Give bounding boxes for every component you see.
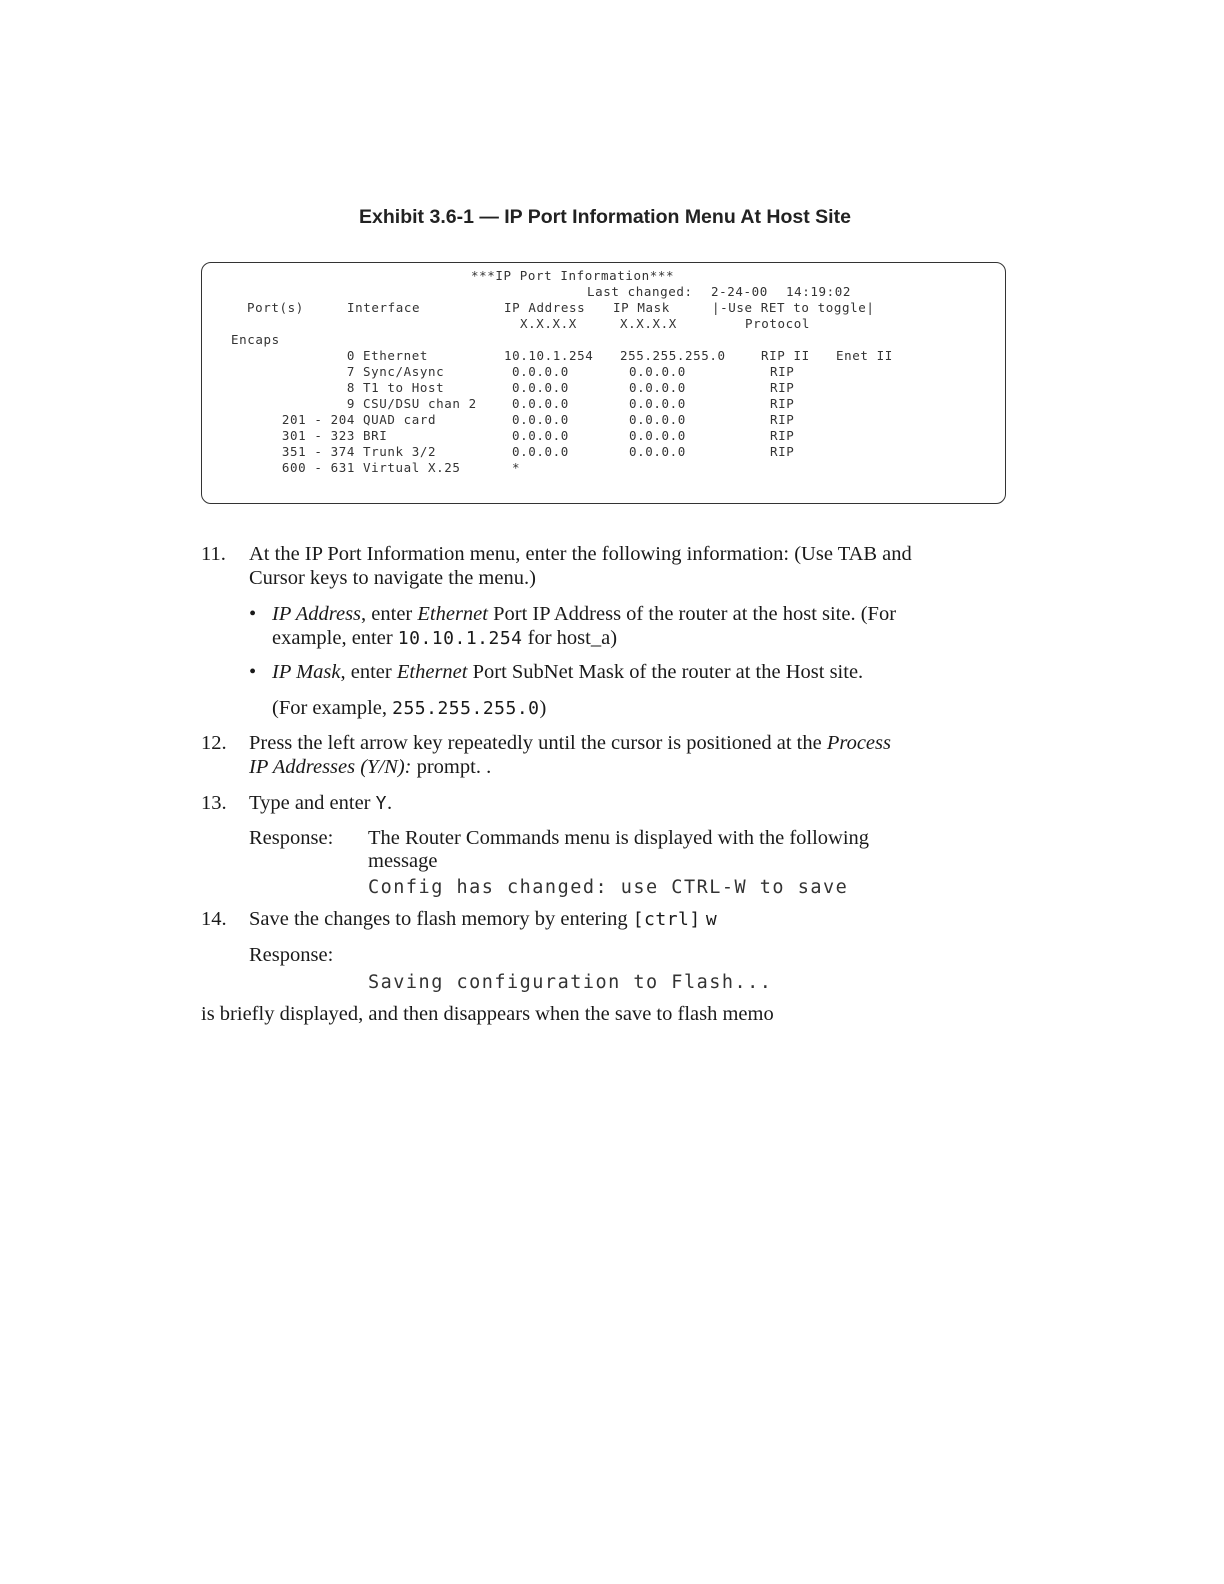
term-ip-mask: IP Mask: [272, 661, 341, 683]
step-11-text-line2: Cursor keys to navigate the menu.): [249, 567, 536, 589]
term-ip-address: IP Address: [272, 603, 362, 625]
response-message-saving: Saving configuration to Flash...: [368, 972, 773, 993]
column-header-protocol: Protocol: [745, 316, 811, 331]
toggle-hint: |-Use RET to toggle|: [712, 300, 875, 315]
port-ip-address[interactable]: 0.0.0.0: [512, 412, 569, 427]
port-number: 600 - 631: [281, 460, 355, 475]
port-ip-address[interactable]: 0.0.0.0: [512, 396, 569, 411]
port-ip-mask[interactable]: 0.0.0.0: [629, 396, 686, 411]
text-fragment: for host_a): [522, 627, 618, 649]
closing-text: is briefly displayed, and then disappears when the save to flash memo: [201, 1003, 774, 1025]
port-protocol[interactable]: RIP: [770, 444, 795, 459]
port-interface: Sync/Async: [363, 364, 445, 379]
port-protocol[interactable]: RIP: [770, 396, 795, 411]
port-number: 351 - 374: [281, 444, 355, 459]
column-header-interface: Interface: [347, 300, 421, 315]
bullet-ip-address-line2: [272, 626, 617, 651]
last-changed-label: Last changed:: [587, 284, 693, 299]
port-protocol[interactable]: RIP: [770, 412, 795, 427]
step-13-text: [249, 791, 392, 816]
code-example-ip: 10.10.1.254: [397, 628, 523, 649]
port-ip-address[interactable]: 0.0.0.0: [512, 428, 569, 443]
step-number: 12.: [201, 732, 227, 754]
port-number: 301 - 323: [281, 428, 355, 443]
port-ip-mask[interactable]: 255.255.255.0: [620, 348, 726, 363]
step-number: 11.: [201, 543, 226, 565]
port-ip-address[interactable]: 0.0.0.0: [512, 444, 569, 459]
last-changed-time: 14:19:02: [786, 284, 852, 299]
bullet-ip-mask-line1: [272, 660, 863, 684]
port-number: 8: [346, 380, 355, 395]
step-11-text-line1: At the IP Port Information menu, enter the following information: (Use TAB and: [249, 543, 912, 565]
port-interface: QUAD card: [363, 412, 437, 427]
code-example-mask: 255.255.255.0: [392, 698, 540, 719]
response-message-config-changed: Config has changed: use CTRL-W to save: [368, 877, 849, 898]
code-ctrl-key: [ctrl]: [632, 909, 701, 930]
ip-mask-format: X.X.X.X: [620, 316, 677, 331]
column-header-ip-mask: IP Mask: [613, 300, 670, 315]
bullet-icon: •: [249, 603, 257, 625]
port-number: 201 - 204: [281, 412, 355, 427]
port-number: 0: [346, 348, 355, 363]
column-header-ip-address: IP Address: [504, 300, 586, 315]
port-number: 7: [346, 364, 355, 379]
text-fragment: , enter: [361, 603, 418, 625]
port-protocol[interactable]: RIP: [770, 428, 795, 443]
code-w-key: w: [705, 909, 718, 930]
bullet-icon: •: [249, 661, 257, 683]
step-14-text: [249, 907, 717, 932]
port-protocol[interactable]: RIP II: [761, 348, 810, 363]
text-fragment: Press the left arrow key repeatedly until the cursor is positioned at the: [249, 732, 827, 754]
port-number: 9: [346, 396, 355, 411]
response-label: Response:: [249, 827, 334, 849]
text-fragment: example, enter: [272, 627, 398, 649]
port-encaps[interactable]: Enet II: [836, 348, 893, 363]
step-number: 13.: [201, 792, 227, 814]
text-fragment: Type and enter: [249, 792, 376, 814]
port-interface: Virtual X.25: [363, 460, 461, 475]
text-fragment: Save the changes to flash memory by entering: [249, 908, 633, 930]
port-ip-address[interactable]: 0.0.0.0: [512, 364, 569, 379]
response-label: Response:: [249, 944, 334, 966]
term-process-ip-addresses: IP Addresses (Y/N):: [249, 756, 412, 778]
port-ip-mask[interactable]: 0.0.0.0: [629, 364, 686, 379]
port-ip-address[interactable]: *: [512, 460, 521, 475]
text-fragment: prompt. .: [411, 756, 492, 778]
port-protocol[interactable]: RIP: [770, 364, 795, 379]
column-header-encaps: Encaps: [231, 332, 280, 347]
text-fragment: (For example,: [272, 697, 393, 719]
ip-address-format: X.X.X.X: [520, 316, 577, 331]
response-text-line2: message: [368, 850, 438, 872]
port-ip-mask[interactable]: 0.0.0.0: [629, 412, 686, 427]
bullet-ip-mask-example: [272, 696, 546, 721]
step-number: 14.: [201, 908, 227, 930]
port-protocol[interactable]: RIP: [770, 380, 795, 395]
port-ip-address[interactable]: 0.0.0.0: [512, 380, 569, 395]
last-changed-date: 2-24-00: [711, 284, 768, 299]
term-ethernet: Ethernet: [396, 661, 468, 683]
port-ip-address[interactable]: 10.10.1.254: [504, 348, 594, 363]
text-fragment: .: [386, 792, 393, 814]
text-fragment: , enter: [340, 661, 397, 683]
text-fragment: ): [539, 697, 547, 719]
screen-title: ***IP Port Information***: [471, 268, 675, 283]
bullet-ip-address-line1: [272, 602, 896, 626]
step-12-text-line1: [249, 731, 891, 755]
port-interface: Ethernet: [363, 348, 429, 363]
code-y: Y: [375, 793, 387, 814]
term-ethernet: Ethernet: [417, 603, 488, 625]
column-header-ports: Port(s): [247, 300, 304, 315]
port-interface: Trunk 3/2: [363, 444, 437, 459]
exhibit-title: Exhibit 3.6-1 — IP Port Information Menu At Host Site: [359, 206, 851, 228]
port-ip-mask[interactable]: 0.0.0.0: [629, 428, 686, 443]
port-ip-mask[interactable]: 0.0.0.0: [629, 380, 686, 395]
term-process: Process: [826, 732, 891, 754]
port-ip-mask[interactable]: 0.0.0.0: [629, 444, 686, 459]
step-12-text-line2: [249, 755, 491, 779]
response-text-line1: The Router Commands menu is displayed with the following: [368, 827, 870, 849]
port-interface: CSU/DSU chan 2: [363, 396, 477, 411]
port-interface: T1 to Host: [363, 380, 445, 395]
port-interface: BRI: [363, 428, 388, 443]
text-fragment: Port IP Address of the router at the host site. (For: [487, 603, 897, 625]
text-fragment: Port SubNet Mask of the router at the Host site.: [467, 661, 864, 683]
